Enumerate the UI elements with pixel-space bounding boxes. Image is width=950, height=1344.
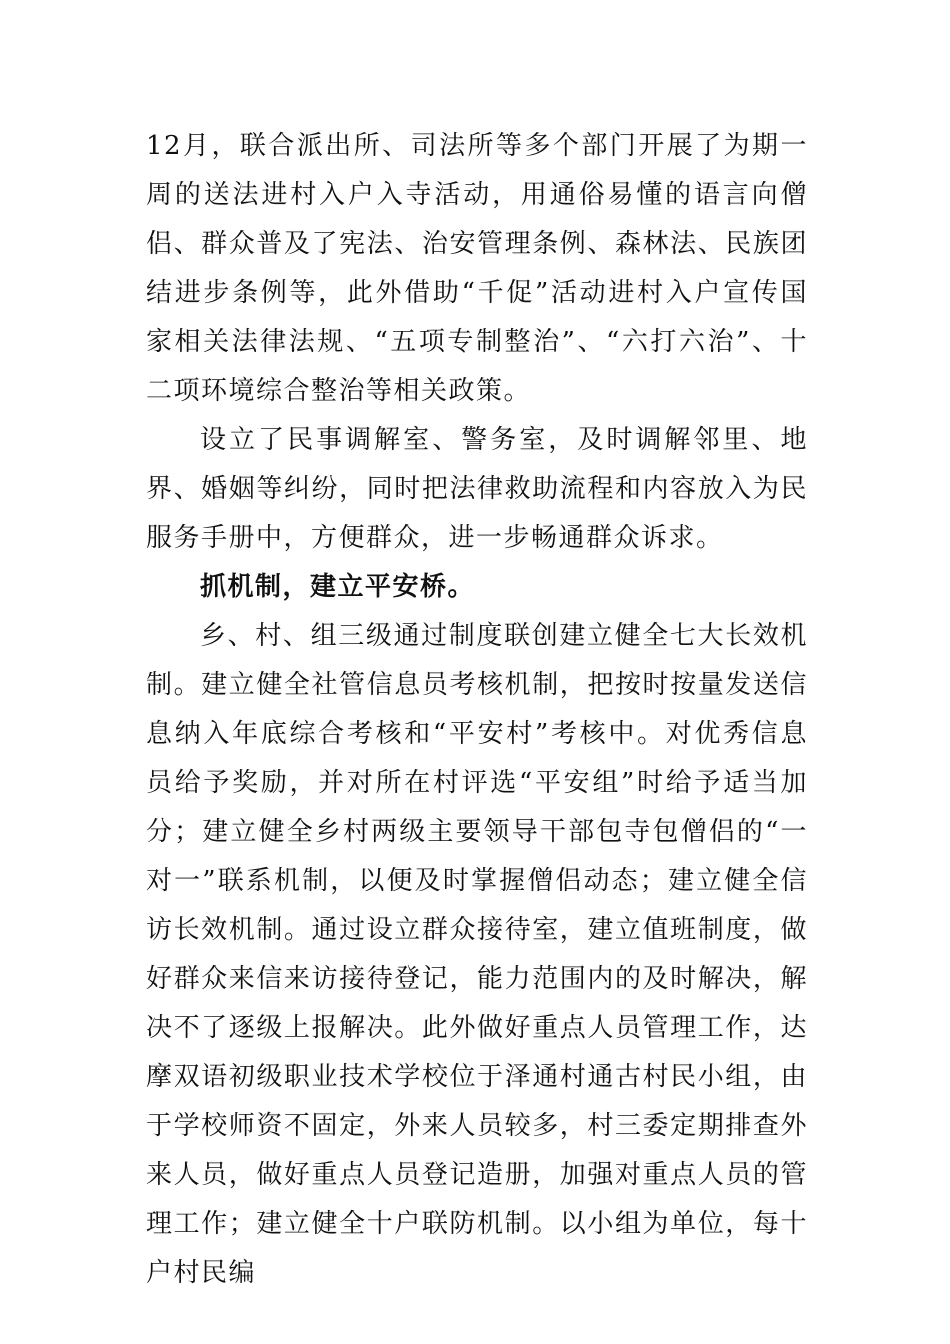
section-heading: 抓机制，建立平安桥。 (200, 572, 476, 602)
paragraph-mechanisms: 乡、村、组三级通过制度联创建立健全七大长效机制。建立健全社管信息员考核机制，把按时按量发送信息纳入年底综合考核和“平安村”考核中。对优秀信息员给予奖励，并对所在村评选“平安组”时给予适当加分；建立健全乡村两级主要领导干部包寺包僧侣的“一对一”联系机制，以便及时掌握僧侣动态；建立健全信访长效机制。通过设立群众接待室，建立值班制度，做好群众来信来访接待登记，能力范围内的及时解决，解决不了逐级上报解决。此外做好重点人员管理工作，达摩双语初级职业技术学校位于泽通村通古村民小组，由于学校师资不固定，外来人员较多，村三委定期排查外来人员，做好重点人员登记造册，加强对重点人员的管理工作；建立健全十户联防机制。以小组为单位，每十户村民编 (146, 621, 808, 1288)
paragraph-law-campaign: 12月，联合派出所、司法所等多个部门开展了为期一周的送法进村入户入寺活动，用通俗易懂的语言向僧侣、群众普及了宪法、治安管理条例、森林法、民族团结进步条例等，此外借助“千促”活动进村入户宣传国家相关法律法规、“五项专制整治”、“六打六治”、十二项环境综合整治等相关政策。 (146, 131, 808, 406)
document-page (146, 122, 808, 1298)
paragraph-mediation-room: 设立了民事调解室、警务室，及时调解邻里、地界、婚姻等纠纷，同时把法律救助流程和内容放入为民服务手册中，方便群众，进一步畅通群众诉求。 (146, 425, 808, 553)
